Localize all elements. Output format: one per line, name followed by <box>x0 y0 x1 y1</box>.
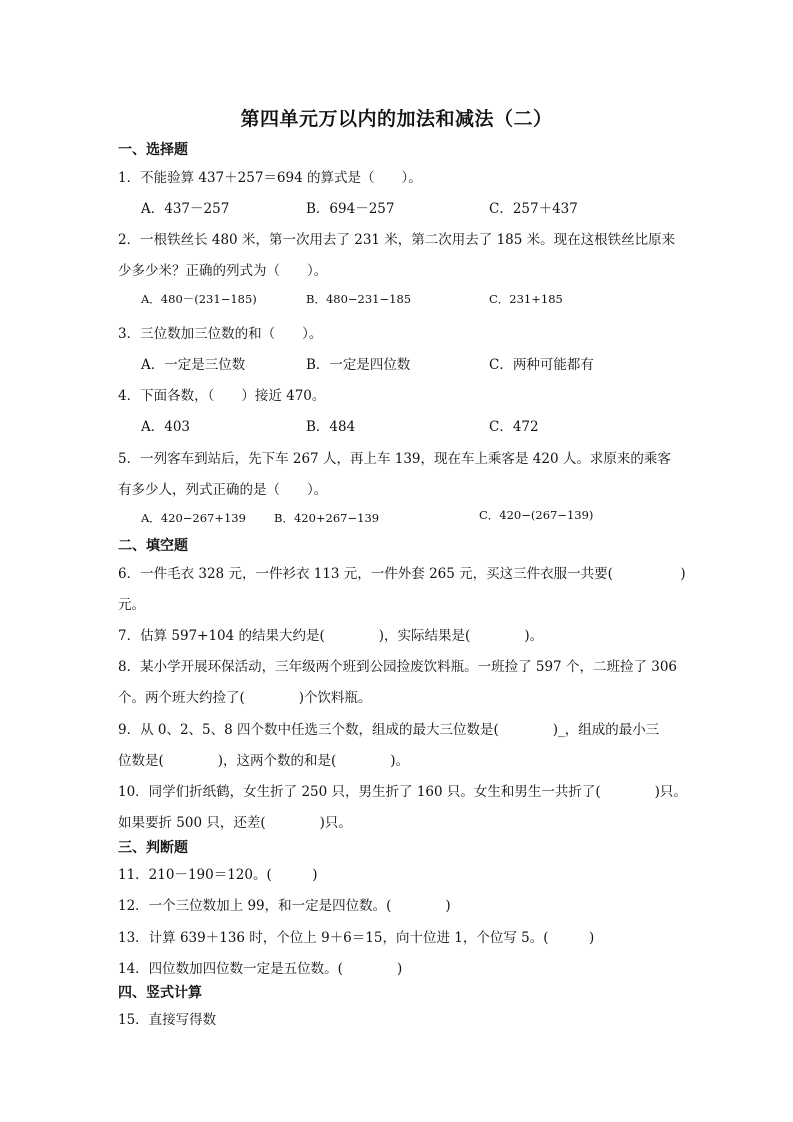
q3-option-b: B．一定是四位数 <box>306 357 411 373</box>
q5-option-b: B．420+267−139 <box>274 511 380 525</box>
question-9-line-2: 位数是( )，这两个数的和是( )。 <box>118 753 410 769</box>
question-14: 14．四位数加四位数一定是五位数。( ) <box>118 961 403 977</box>
q1-option-a: A．437－257 <box>141 201 230 217</box>
question-5-line-1: 5．一列客车到站后，先下车 267 人，再上车 139，现在车上乘客是 420 人。求原来的乘客 <box>118 451 671 467</box>
question-10-line-1: 10．同学们折纸鹤，女生折了 250 只，男生折了 160 只。女生和男生一共折了( )只。 <box>118 784 687 800</box>
question-15: 15．直接写得数 <box>118 1012 217 1028</box>
question-3: 3．三位数加三位数的和（ ）。 <box>118 326 323 342</box>
question-9-line-1: 9．从 0、2、5、8 四个数中任选三个数，组成的最大三位数是( )_，组成的最小三 <box>118 722 660 738</box>
q5-option-a: A．420−267+139 <box>141 511 246 525</box>
section-judge-heading: 三、判断题 <box>118 840 188 856</box>
q4-option-b: B．484 <box>306 419 356 435</box>
q5-option-c: C．420−(267−139) <box>479 508 594 522</box>
q3-option-a: A．一定是三位数 <box>141 357 246 373</box>
section-vertical-calc-heading: 四、竖式计算 <box>118 985 202 1001</box>
question-4: 4．下面各数，（ ）接近 470。 <box>118 388 326 404</box>
question-6-line-2: 元。 <box>118 597 145 613</box>
q1-option-b: B．694－257 <box>306 201 395 217</box>
question-12: 12．一个三位数加上 99，和一定是四位数。( ) <box>118 898 451 914</box>
question-7: 7．估算 597+104 的结果大约是( )，实际结果是( )。 <box>118 628 544 644</box>
q2-option-a: A．480－(231−185) <box>141 292 257 306</box>
q4-option-a: A．403 <box>141 419 191 435</box>
q2-option-b: B．480−231−185 <box>306 292 412 306</box>
question-8-line-2: 个。两个班大约捡了( )个饮料瓶。 <box>118 690 372 706</box>
q4-option-c: C．472 <box>489 419 539 435</box>
q1-option-c: C．257＋437 <box>489 201 578 217</box>
page-title: 第四单元万以内的加法和减法（二） <box>240 108 553 130</box>
question-10-line-2: 如果要折 500 只，还差( )只。 <box>118 815 352 831</box>
question-2-line-2: 少多少米？正确的列式为（ ）。 <box>118 263 328 279</box>
q3-option-c: C．两种可能都有 <box>489 357 594 373</box>
question-8-line-1: 8．某小学开展环保活动，三年级两个班到公园捡废饮料瓶。一班捡了 597 个，二班捡了 306 <box>118 659 677 675</box>
question-13: 13．计算 639＋136 时，个位上 9＋6＝15，向十位进 1，个位写 5。( ) <box>118 930 595 946</box>
section-choice-heading: 一、选择题 <box>118 142 188 158</box>
question-2-line-1: 2．一根铁丝长 480 米，第一次用去了 231 米，第二次用去了 185 米。现在这根铁丝比原来 <box>118 232 676 248</box>
q2-option-c: C．231+185 <box>489 292 563 306</box>
question-11: 11．210－190＝120。( ) <box>118 867 318 883</box>
question-1: 1．不能验算 437＋257＝694 的算式是（ ）。 <box>118 170 422 186</box>
question-6-line-1: 6．一件毛衣 328 元，一件衫衣 113 元，一件外套 265 元，买这三件衣服一共要( ) <box>118 566 686 582</box>
question-5-line-2: 有多少人，列式正确的是（ ）。 <box>118 482 328 498</box>
section-fill-heading: 二、填空题 <box>118 538 188 554</box>
